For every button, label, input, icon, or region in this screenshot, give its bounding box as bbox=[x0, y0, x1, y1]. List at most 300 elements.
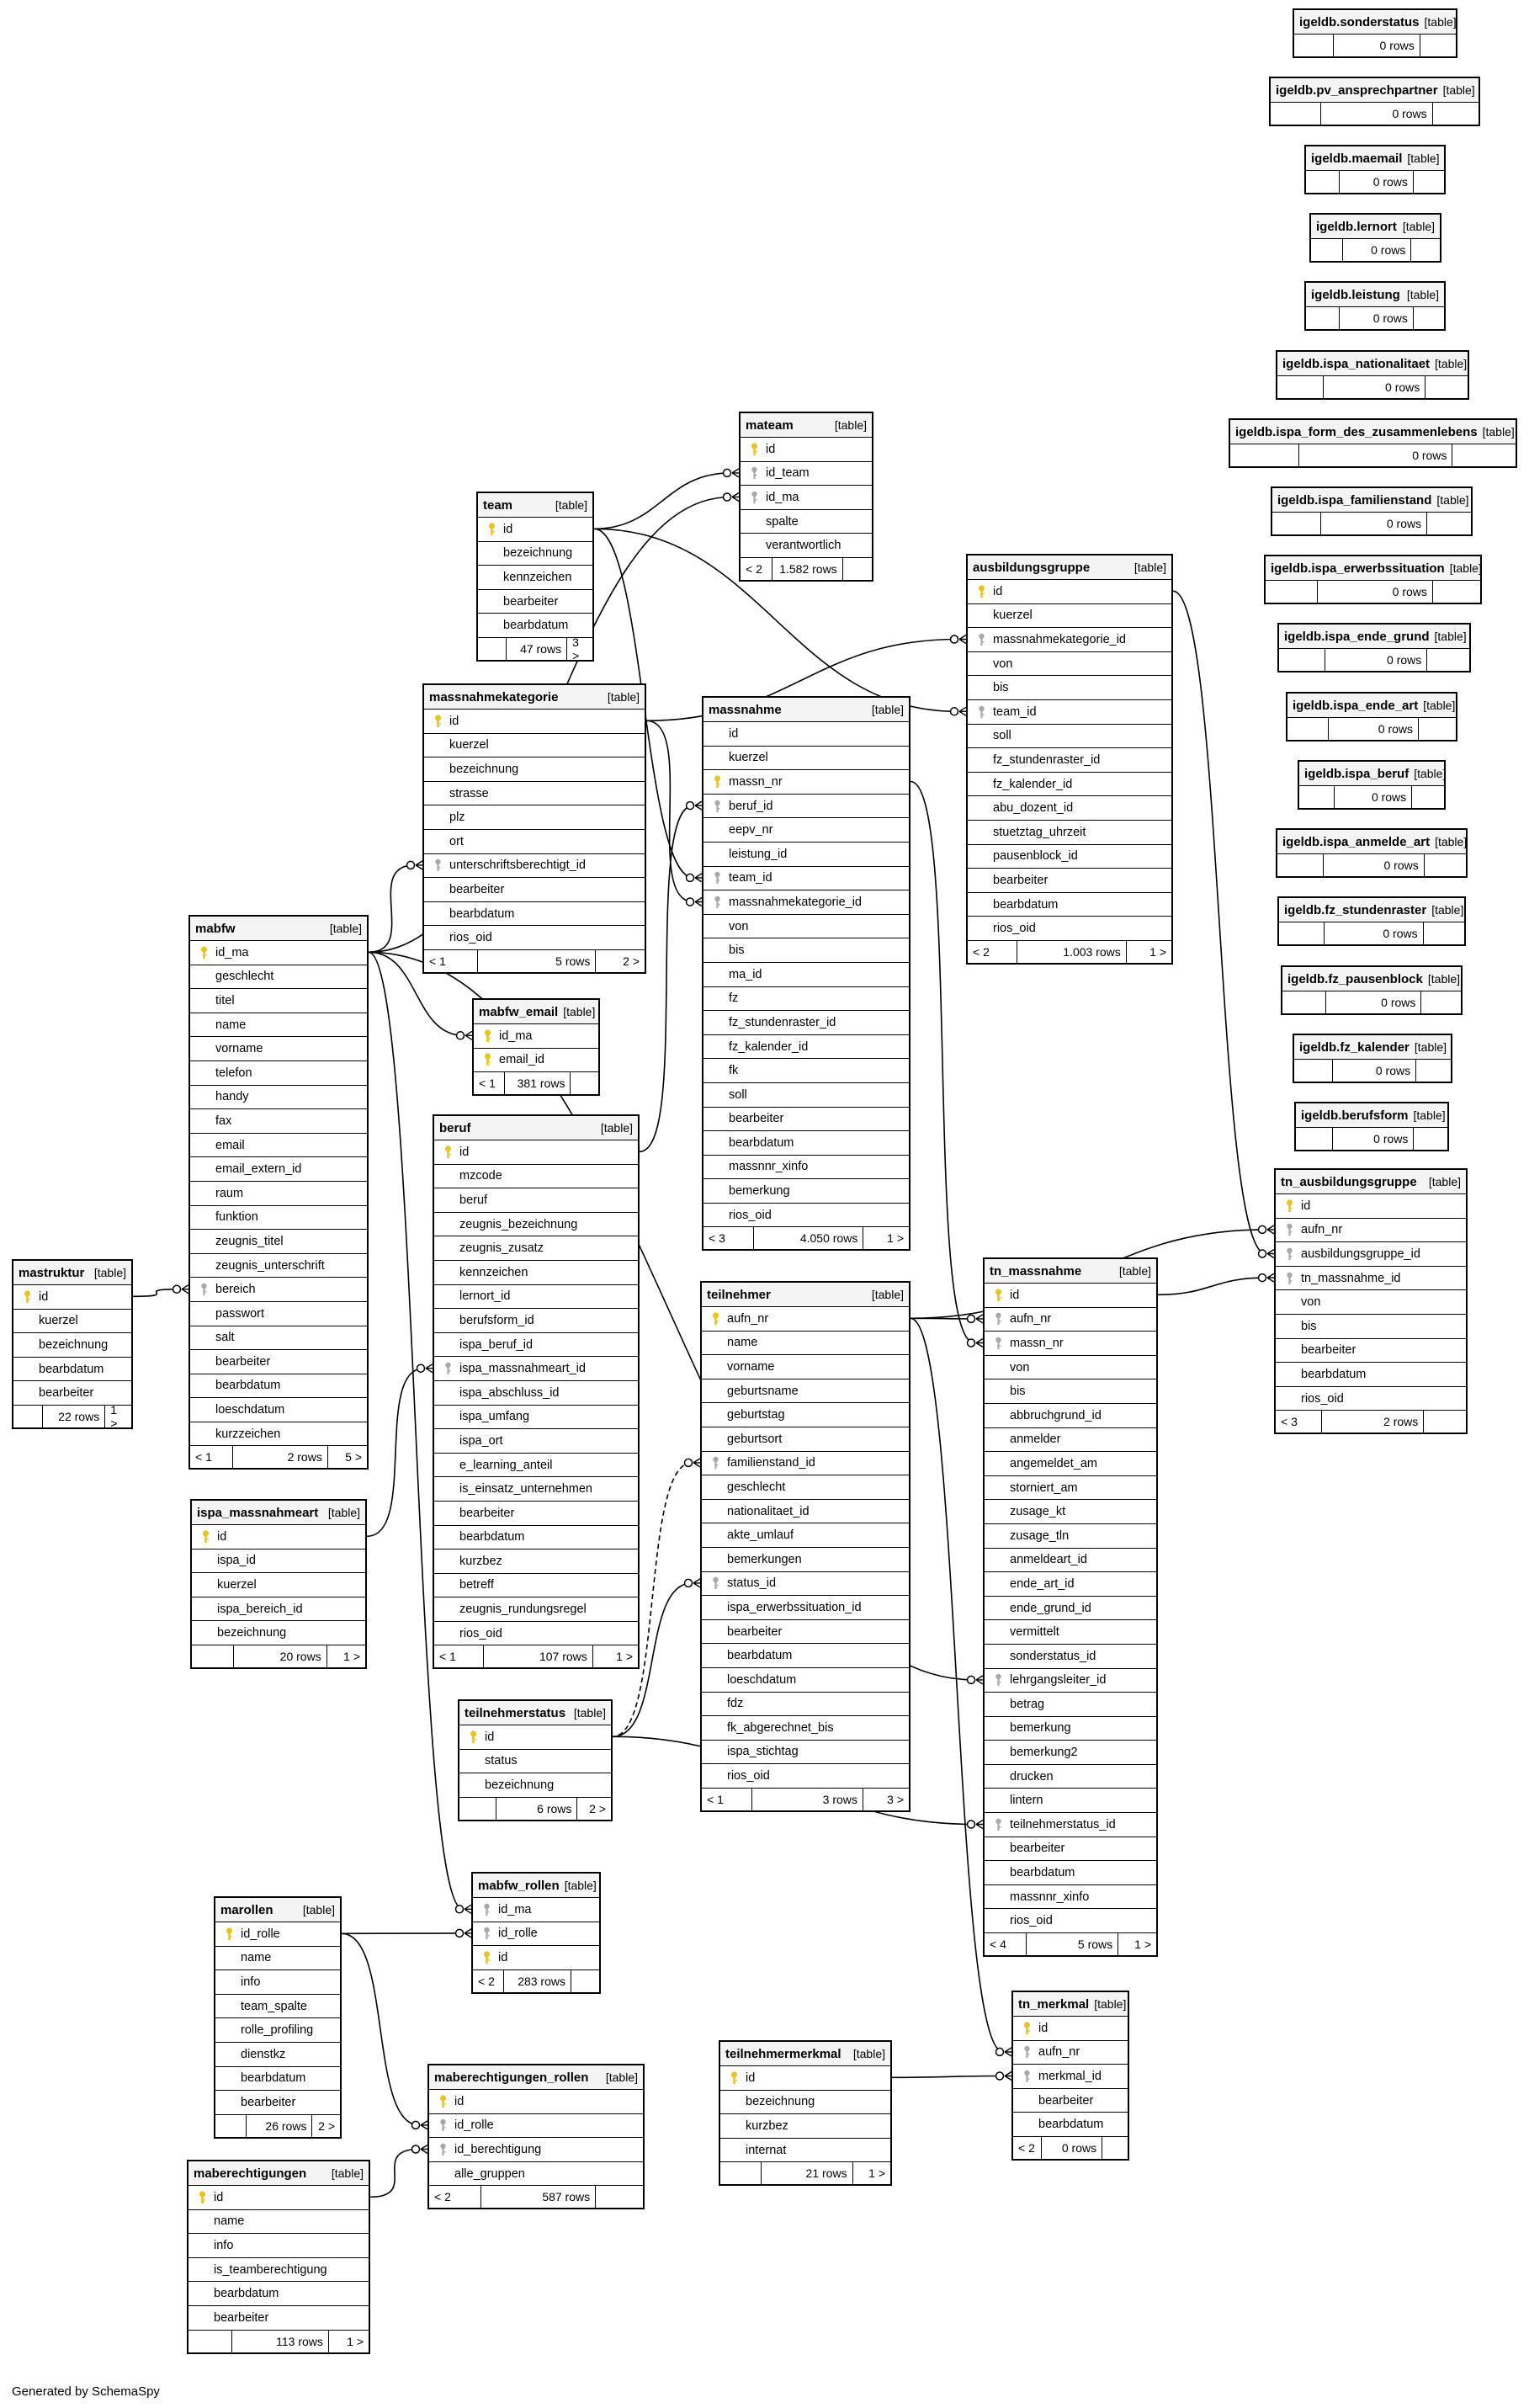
row-count: 283 rows bbox=[503, 1970, 571, 1992]
table-header bbox=[1013, 1992, 1128, 2017]
table-tn-massnahme[interactable] bbox=[983, 1257, 1158, 1957]
children-count bbox=[1424, 1411, 1466, 1433]
relationship-edge bbox=[1158, 1278, 1266, 1294]
column-name: team_id bbox=[993, 704, 1037, 719]
column-row bbox=[429, 2162, 643, 2187]
column-name: titel bbox=[215, 993, 235, 1007]
column-name: id_rolle bbox=[498, 1927, 538, 1941]
column-name: e_learning_anteil bbox=[459, 1458, 553, 1472]
column-name: betrag bbox=[1010, 1697, 1045, 1711]
row-count: 0 rows bbox=[1325, 649, 1427, 671]
column-name: ispa_umfang bbox=[459, 1410, 530, 1424]
column-name: aufn_nr bbox=[1038, 2045, 1080, 2060]
table-igeldb-ispa-form-des-zusammenlebens[interactable] bbox=[1229, 418, 1517, 468]
column-name: mzcode bbox=[459, 1169, 502, 1183]
table-footer bbox=[474, 1072, 598, 1094]
table-mabfw[interactable] bbox=[188, 915, 369, 1470]
parents-count: < 2 bbox=[1018, 2140, 1035, 2155]
relationship-edge bbox=[370, 2150, 419, 2198]
row-count: 26 rows bbox=[246, 2115, 313, 2137]
children-count: 1 > bbox=[347, 2334, 364, 2348]
column-name: bearbeiter bbox=[1038, 2093, 1094, 2108]
column-row bbox=[424, 878, 645, 902]
table-name: mabfw_rollen bbox=[478, 1878, 560, 1893]
column-name: bemerkung bbox=[1010, 1721, 1071, 1736]
parents-count bbox=[1272, 513, 1320, 534]
column-name: zeugnis_unterschrift bbox=[215, 1258, 325, 1273]
children-count bbox=[1414, 171, 1444, 193]
column-row bbox=[188, 2210, 369, 2235]
column-name: von bbox=[729, 919, 749, 933]
column-name: loeschdatum bbox=[727, 1672, 797, 1687]
column-name: fk_abgerechnet_bis bbox=[727, 1720, 834, 1735]
many-marker bbox=[421, 2121, 427, 2129]
column-name: name bbox=[215, 1018, 247, 1032]
column-name: loeschdatum bbox=[215, 1403, 285, 1417]
table-header bbox=[215, 1898, 340, 1922]
optional-marker bbox=[412, 2145, 420, 2153]
column-row bbox=[702, 1693, 909, 1717]
table-type: [table] bbox=[1434, 630, 1467, 643]
column-row bbox=[188, 2282, 369, 2306]
table-name: igeldb.ispa_nationalitaet bbox=[1282, 356, 1431, 371]
column-name: fz_kalender_id bbox=[729, 1039, 809, 1054]
parents-count bbox=[13, 1406, 42, 1427]
column-name: teilnehmerstatus_id bbox=[1010, 1817, 1116, 1831]
column-name: kuerzel bbox=[39, 1314, 78, 1328]
column-row bbox=[968, 893, 1171, 917]
column-name: dienstkz bbox=[241, 2047, 286, 2061]
column-name: bearbeiter bbox=[215, 1354, 271, 1369]
column-name: rios_oid bbox=[729, 1208, 772, 1222]
row-count: 47 rows bbox=[506, 638, 567, 660]
column-name: leistung_id bbox=[729, 847, 788, 861]
column-name: bearbeiter bbox=[1010, 1842, 1065, 1856]
column-name: bearbdatum bbox=[214, 2287, 279, 2301]
column-row bbox=[985, 1549, 1156, 1573]
column-row bbox=[424, 902, 645, 927]
row-count: 587 rows bbox=[480, 2186, 596, 2208]
table-name: igeldb.ispa_erwerbssituation bbox=[1271, 561, 1445, 576]
column-name: beruf_id bbox=[729, 799, 773, 813]
column-row bbox=[434, 1357, 638, 1381]
table-igeldb-ispa-ende-art[interactable] bbox=[1286, 692, 1457, 742]
column-name: bis bbox=[1301, 1319, 1317, 1333]
optional-marker bbox=[968, 1676, 975, 1683]
column-row bbox=[434, 1333, 638, 1358]
table-igeldb-fz-pausenblock[interactable] bbox=[1281, 965, 1463, 1015]
table-type: [table] bbox=[1407, 151, 1440, 165]
foreign-key-icon bbox=[434, 2118, 451, 2132]
table-maberechtigungen-rollen[interactable] bbox=[427, 2064, 645, 2209]
table-header bbox=[1271, 78, 1479, 103]
table-mastruktur[interactable] bbox=[12, 1259, 133, 1429]
table-footer bbox=[1272, 513, 1471, 534]
column-name: massnahmekategorie_id bbox=[993, 632, 1126, 646]
column-row bbox=[985, 1597, 1156, 1621]
column-row bbox=[968, 773, 1171, 797]
column-row bbox=[1276, 1194, 1466, 1219]
table-footer bbox=[1271, 103, 1479, 125]
foreign-key-icon bbox=[439, 1362, 456, 1375]
table-type: [table] bbox=[1428, 1175, 1461, 1188]
table-type: [table] bbox=[1406, 288, 1439, 301]
row-count: 5 rows bbox=[1026, 1933, 1118, 1955]
many-marker bbox=[695, 874, 702, 882]
table-ispa-massnahmeart[interactable] bbox=[190, 1499, 367, 1669]
table-igeldb-ispa-anmelde-art[interactable] bbox=[1276, 828, 1468, 878]
children-count: 1 > bbox=[887, 1231, 904, 1246]
column-name: internat bbox=[746, 2143, 787, 2157]
table-type: [table] bbox=[1482, 425, 1515, 439]
table-footer bbox=[1311, 239, 1440, 261]
column-row bbox=[434, 1140, 638, 1165]
column-row bbox=[702, 1379, 909, 1404]
column-name: rios_oid bbox=[1010, 1914, 1053, 1928]
column-row bbox=[434, 1526, 638, 1550]
column-name: bearbeiter bbox=[503, 594, 559, 609]
column-name: aufn_nr bbox=[727, 1311, 769, 1326]
table-igeldb-ispa-ende-grund[interactable] bbox=[1277, 623, 1471, 672]
table-header bbox=[1294, 1035, 1451, 1060]
column-row bbox=[190, 1326, 367, 1351]
column-name: ausbildungsgruppe_id bbox=[1301, 1247, 1420, 1261]
column-name: bezeichnung bbox=[217, 1626, 287, 1640]
table-footer bbox=[1266, 581, 1480, 603]
parents-count bbox=[1306, 171, 1339, 193]
table-type: [table] bbox=[564, 1879, 597, 1892]
column-row bbox=[190, 1278, 367, 1302]
column-row bbox=[703, 770, 909, 795]
optional-marker bbox=[457, 1032, 465, 1039]
column-row bbox=[703, 722, 909, 747]
parents-count: < 1 bbox=[707, 1792, 724, 1806]
row-count: 6 rows bbox=[496, 1798, 577, 1820]
parents-count bbox=[192, 1645, 233, 1667]
table-teilnehmer[interactable] bbox=[700, 1281, 910, 1812]
column-row bbox=[985, 1476, 1156, 1501]
column-row bbox=[720, 2139, 890, 2163]
primary-key-icon bbox=[434, 2095, 451, 2108]
primary-key-icon bbox=[1281, 1199, 1298, 1213]
column-row bbox=[968, 748, 1171, 773]
column-row bbox=[190, 941, 367, 965]
optional-marker bbox=[687, 898, 694, 906]
column-name: id_ma bbox=[766, 490, 799, 504]
column-row bbox=[702, 1523, 909, 1548]
optional-marker bbox=[687, 874, 694, 881]
table-massnahmekategorie[interactable] bbox=[422, 683, 646, 974]
column-row bbox=[190, 965, 367, 990]
column-row bbox=[424, 805, 645, 830]
table-igeldb-ispa-familienstand[interactable] bbox=[1271, 486, 1473, 536]
table-igeldb-ispa-erwerbssituation[interactable] bbox=[1264, 555, 1482, 604]
column-name: rolle_profiling bbox=[241, 2023, 314, 2038]
parents-count bbox=[1299, 786, 1334, 808]
optional-marker bbox=[951, 708, 958, 715]
column-name: stuetztag_uhrzeit bbox=[993, 825, 1086, 839]
table-teilnehmerstatus[interactable] bbox=[458, 1699, 613, 1821]
column-row bbox=[190, 1134, 367, 1158]
column-row bbox=[13, 1358, 131, 1382]
table-footer bbox=[1296, 1128, 1447, 1150]
column-name: team_id bbox=[729, 871, 772, 885]
column-row bbox=[188, 2258, 369, 2283]
table-igeldb-maemail[interactable] bbox=[1304, 145, 1446, 194]
table-type: [table] bbox=[1413, 1108, 1446, 1122]
table-mabfw-rollen[interactable] bbox=[471, 1872, 601, 1994]
children-count bbox=[1102, 2137, 1128, 2159]
children-count bbox=[1414, 1128, 1447, 1150]
table-igeldb-berufsform[interactable] bbox=[1294, 1102, 1449, 1151]
column-row bbox=[985, 1332, 1156, 1356]
table-igeldb-fz-stundenraster[interactable] bbox=[1277, 896, 1466, 946]
column-row bbox=[703, 795, 909, 819]
table-header bbox=[1311, 215, 1440, 239]
table-header bbox=[1282, 967, 1461, 991]
column-row bbox=[703, 987, 909, 1012]
column-row bbox=[13, 1333, 131, 1358]
table-name: igeldb.berufsform bbox=[1301, 1108, 1409, 1123]
column-row bbox=[434, 1285, 638, 1310]
column-row bbox=[703, 843, 909, 867]
table-name: igeldb.ispa_anmelde_art bbox=[1282, 834, 1431, 849]
column-row bbox=[985, 1789, 1156, 1813]
column-row bbox=[478, 518, 592, 542]
parents-count bbox=[1266, 581, 1317, 603]
column-row bbox=[434, 1261, 638, 1285]
table-type: [table] bbox=[605, 2070, 638, 2084]
column-name: zeugnis_bezeichnung bbox=[459, 1217, 578, 1231]
column-row bbox=[429, 2090, 643, 2114]
column-name: bearbdatum bbox=[729, 1135, 794, 1150]
table-mateam[interactable] bbox=[739, 412, 873, 582]
table-igeldb-sonderstatus[interactable] bbox=[1293, 8, 1457, 58]
parents-count bbox=[1279, 922, 1324, 944]
primary-key-icon bbox=[725, 2071, 742, 2085]
primary-key-icon bbox=[439, 1146, 456, 1159]
column-name: nationalitaet_id bbox=[727, 1504, 810, 1518]
children-count bbox=[1420, 35, 1456, 56]
optional-marker bbox=[724, 493, 731, 501]
many-marker bbox=[959, 707, 966, 715]
column-row bbox=[190, 1302, 367, 1326]
column-name: unterschriftsberechtigt_id bbox=[449, 858, 586, 873]
column-name: bis bbox=[1010, 1385, 1026, 1399]
column-row bbox=[190, 1374, 367, 1399]
table-ausbildungsgruppe[interactable] bbox=[966, 554, 1173, 965]
table-tn-ausbildungsgruppe[interactable] bbox=[1274, 1168, 1468, 1434]
column-name: abbruchgrund_id bbox=[1010, 1408, 1102, 1422]
column-name: id_ma bbox=[498, 1902, 532, 1916]
column-name: von bbox=[1301, 1295, 1321, 1310]
many-marker bbox=[976, 1821, 983, 1829]
column-name: berufsform_id bbox=[459, 1313, 534, 1327]
column-row bbox=[702, 1716, 909, 1741]
column-name: lintern bbox=[1010, 1794, 1043, 1808]
column-row bbox=[985, 1765, 1156, 1789]
table-maberechtigungen[interactable] bbox=[187, 2160, 370, 2354]
table-type: [table] bbox=[1118, 1264, 1151, 1278]
column-row bbox=[424, 734, 645, 758]
optional-marker bbox=[687, 802, 694, 810]
foreign-key-icon bbox=[1018, 2070, 1035, 2083]
row-count: 4.050 rows bbox=[753, 1227, 864, 1249]
column-name: fax bbox=[215, 1114, 232, 1128]
column-row bbox=[434, 1477, 638, 1502]
table-header bbox=[703, 698, 909, 722]
table-type: [table] bbox=[600, 1121, 633, 1135]
row-count: 2 rows bbox=[232, 1446, 327, 1468]
table-igeldb-pv-ansprechpartner[interactable] bbox=[1269, 77, 1480, 126]
table-footer bbox=[741, 558, 872, 580]
column-name: familienstand_id bbox=[727, 1456, 815, 1470]
column-row bbox=[702, 1403, 909, 1427]
table-header bbox=[473, 1874, 599, 1898]
column-name: bearbeiter bbox=[39, 1386, 94, 1401]
table-header bbox=[1287, 694, 1456, 718]
table-massnahme[interactable] bbox=[702, 696, 910, 1251]
relationship-edge bbox=[910, 782, 974, 1343]
column-row bbox=[434, 1381, 638, 1406]
table-type: [table] bbox=[1435, 835, 1468, 848]
table-header bbox=[1296, 1103, 1447, 1128]
table-tn-merkmal[interactable] bbox=[1011, 1991, 1129, 2161]
parents-count bbox=[1311, 239, 1342, 261]
column-row bbox=[985, 1379, 1156, 1404]
table-name: igeldb.lernort bbox=[1316, 219, 1397, 234]
table-type: [table] bbox=[852, 2047, 885, 2060]
column-name: massn_nr bbox=[729, 774, 783, 789]
column-name: id bbox=[217, 1529, 227, 1544]
table-footer bbox=[1279, 922, 1464, 944]
table-igeldb-ispa-beruf[interactable] bbox=[1298, 760, 1446, 810]
column-row bbox=[190, 1398, 367, 1422]
table-type: [table] bbox=[1449, 561, 1482, 575]
table-type: [table] bbox=[1442, 83, 1475, 97]
column-row bbox=[434, 1213, 638, 1237]
primary-key-icon bbox=[195, 946, 212, 959]
table-name: igeldb.ispa_form_des_zusammenlebens bbox=[1235, 424, 1478, 439]
row-count: 0 rows bbox=[1325, 991, 1422, 1013]
many-marker bbox=[693, 1459, 700, 1467]
column-row bbox=[985, 1645, 1156, 1669]
table-igeldb-fz-kalender[interactable] bbox=[1293, 1034, 1452, 1083]
table-beruf[interactable] bbox=[433, 1114, 640, 1669]
table-header bbox=[188, 2161, 369, 2186]
table-igeldb-leistung[interactable] bbox=[1304, 281, 1446, 331]
column-name: anmeldeart_id bbox=[1010, 1553, 1087, 1567]
column-row bbox=[434, 1574, 638, 1598]
table-teilnehmermerkmal[interactable] bbox=[719, 2040, 892, 2186]
column-row bbox=[702, 1332, 909, 1356]
column-name: bezeichnung bbox=[449, 762, 519, 776]
column-name: id bbox=[729, 726, 739, 741]
column-name: massn_nr bbox=[1010, 1336, 1064, 1350]
column-row bbox=[985, 1572, 1156, 1597]
table-type: [table] bbox=[563, 1005, 596, 1018]
column-name: id_rolle bbox=[241, 1927, 280, 1941]
table-header bbox=[985, 1259, 1156, 1284]
table-name: mabfw_email bbox=[479, 1004, 559, 1019]
table-name: teilnehmermerkmal bbox=[725, 2046, 841, 2061]
table-mabfw-email[interactable] bbox=[472, 998, 600, 1096]
many-marker bbox=[695, 898, 702, 906]
column-row bbox=[741, 462, 872, 486]
column-row bbox=[434, 1454, 638, 1478]
column-row bbox=[702, 1668, 909, 1693]
column-row bbox=[424, 830, 645, 854]
children-count bbox=[1411, 239, 1440, 261]
table-team[interactable] bbox=[476, 492, 594, 662]
optional-marker bbox=[417, 1364, 425, 1372]
table-footer bbox=[13, 1402, 131, 1430]
many-marker bbox=[976, 1315, 983, 1323]
column-name: geschlecht bbox=[215, 970, 274, 984]
column-name: bezeichnung bbox=[485, 1778, 555, 1792]
table-name: maberechtigungen_rollen bbox=[434, 2070, 589, 2085]
column-row bbox=[478, 590, 592, 614]
table-footer bbox=[1277, 854, 1466, 876]
table-igeldb-ispa-nationalitaet[interactable] bbox=[1276, 350, 1469, 400]
table-igeldb-lernort[interactable] bbox=[1309, 213, 1441, 263]
table-name: ausbildungsgruppe bbox=[973, 560, 1091, 575]
column-row bbox=[13, 1285, 131, 1310]
column-row bbox=[985, 1308, 1156, 1332]
column-name: rios_oid bbox=[727, 1769, 770, 1783]
column-name: massnnr_xinfo bbox=[1010, 1890, 1090, 1904]
column-row bbox=[434, 1622, 638, 1646]
column-row bbox=[720, 2091, 890, 2115]
column-row bbox=[13, 1310, 131, 1334]
children-count bbox=[1421, 991, 1461, 1013]
column-row bbox=[190, 1350, 367, 1374]
column-row bbox=[1276, 1290, 1466, 1315]
column-name: name bbox=[727, 1336, 758, 1350]
foreign-key-icon bbox=[478, 1903, 495, 1916]
column-name: kurzzeichen bbox=[215, 1427, 281, 1441]
table-marollen[interactable] bbox=[214, 1896, 342, 2139]
column-row bbox=[434, 1429, 638, 1454]
column-row bbox=[741, 510, 872, 534]
optional-marker bbox=[951, 635, 958, 643]
row-count: 1.582 rows bbox=[772, 558, 842, 580]
foreign-key-icon bbox=[429, 858, 446, 872]
column-row bbox=[703, 1156, 909, 1180]
children-count bbox=[571, 1970, 599, 1992]
column-row bbox=[968, 869, 1171, 893]
column-name: aufn_nr bbox=[1010, 1312, 1052, 1326]
column-name: drucken bbox=[1010, 1769, 1054, 1783]
table-header bbox=[424, 685, 645, 710]
column-row bbox=[190, 1086, 367, 1110]
parents-count bbox=[1277, 854, 1323, 876]
many-marker bbox=[416, 861, 422, 869]
optional-marker bbox=[412, 2121, 420, 2129]
column-name: akte_umlauf bbox=[727, 1528, 794, 1543]
column-row bbox=[968, 676, 1171, 700]
children-count bbox=[1412, 786, 1444, 808]
column-name: kuerzel bbox=[217, 1577, 257, 1592]
column-row bbox=[190, 989, 367, 1013]
column-name: verantwortlich bbox=[766, 539, 841, 553]
column-row bbox=[1276, 1339, 1466, 1363]
children-count bbox=[1424, 922, 1464, 944]
table-footer bbox=[192, 1645, 365, 1667]
children-count: 1 > bbox=[868, 2166, 885, 2181]
children-count bbox=[1419, 718, 1456, 740]
table-type: [table] bbox=[1431, 903, 1464, 917]
